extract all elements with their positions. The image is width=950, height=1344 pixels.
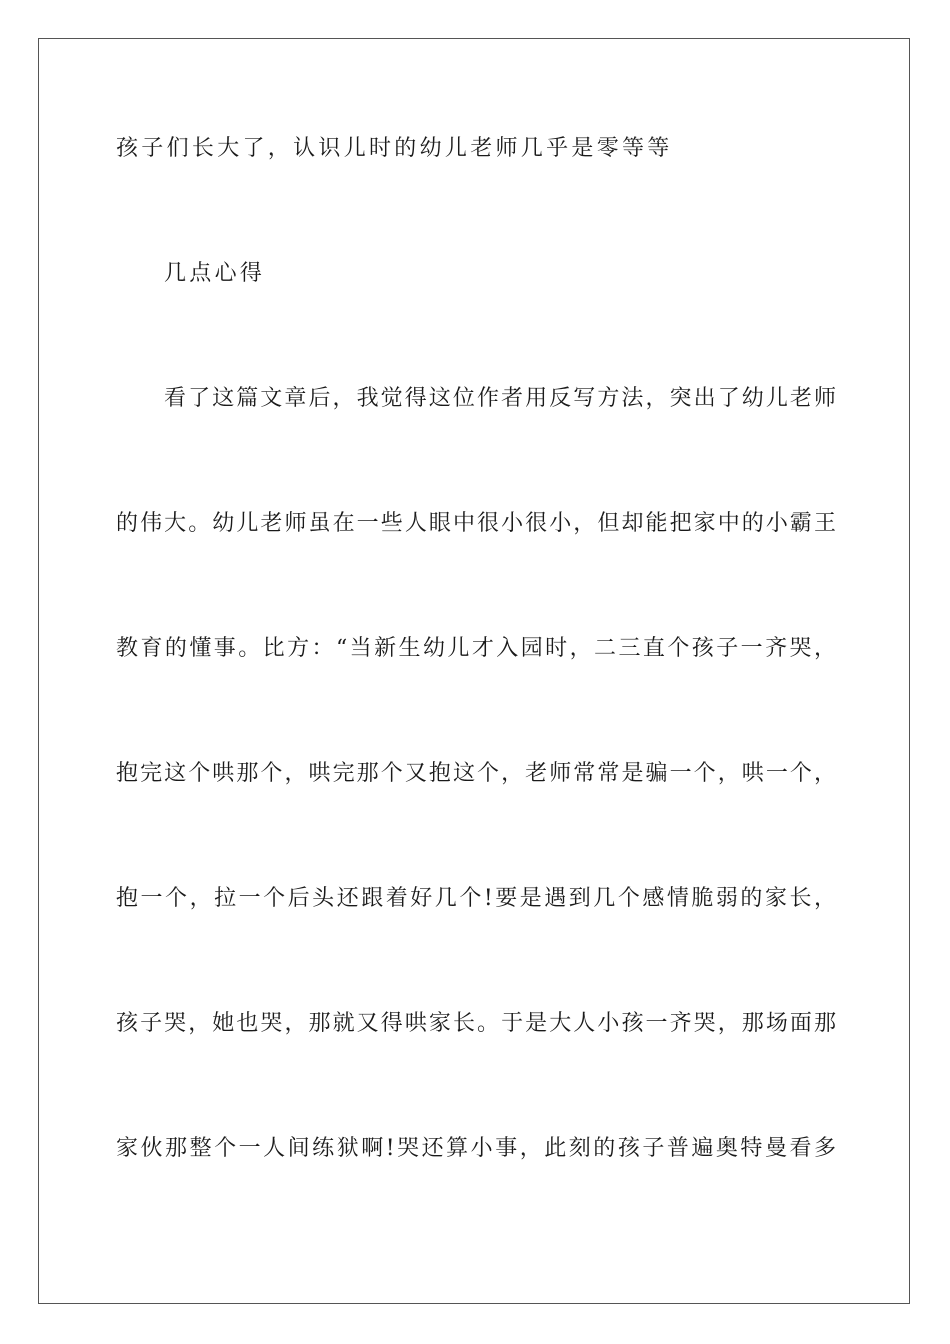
page-border [38, 38, 910, 1304]
text-line-6: 抱完这个哄那个，哄完那个又抱这个，老师常常是骗一个，哄一个， [116, 761, 836, 786]
text-line-9: 家伙那整个一人间练狱啊!哭还算小事，此刻的孩子普遍奥特曼看多 [116, 1136, 836, 1161]
text-line-7: 抱一个，拉一个后头还跟着好几个!要是遇到几个感情脆弱的家长， [116, 886, 836, 911]
text-line-1: 孩子们长大了，认识儿时的幼儿老师几乎是零等等 [116, 136, 673, 161]
text-line-4: 的伟大。幼儿老师虽在一些人眼中很小很小，但却能把家中的小霸王 [116, 511, 836, 536]
text-line-8: 孩子哭，她也哭，那就又得哄家长。于是大人小孩一齐哭，那场面那 [116, 1011, 836, 1036]
section-heading: 几点心得 [164, 261, 266, 286]
text-line-3: 看了这篇文章后，我觉得这位作者用反写方法，突出了幼儿老师 [164, 386, 836, 411]
text-line-5: 教育的懂事。比方：“当新生幼儿才入园时，二三直个孩子一齐哭， [116, 636, 836, 661]
